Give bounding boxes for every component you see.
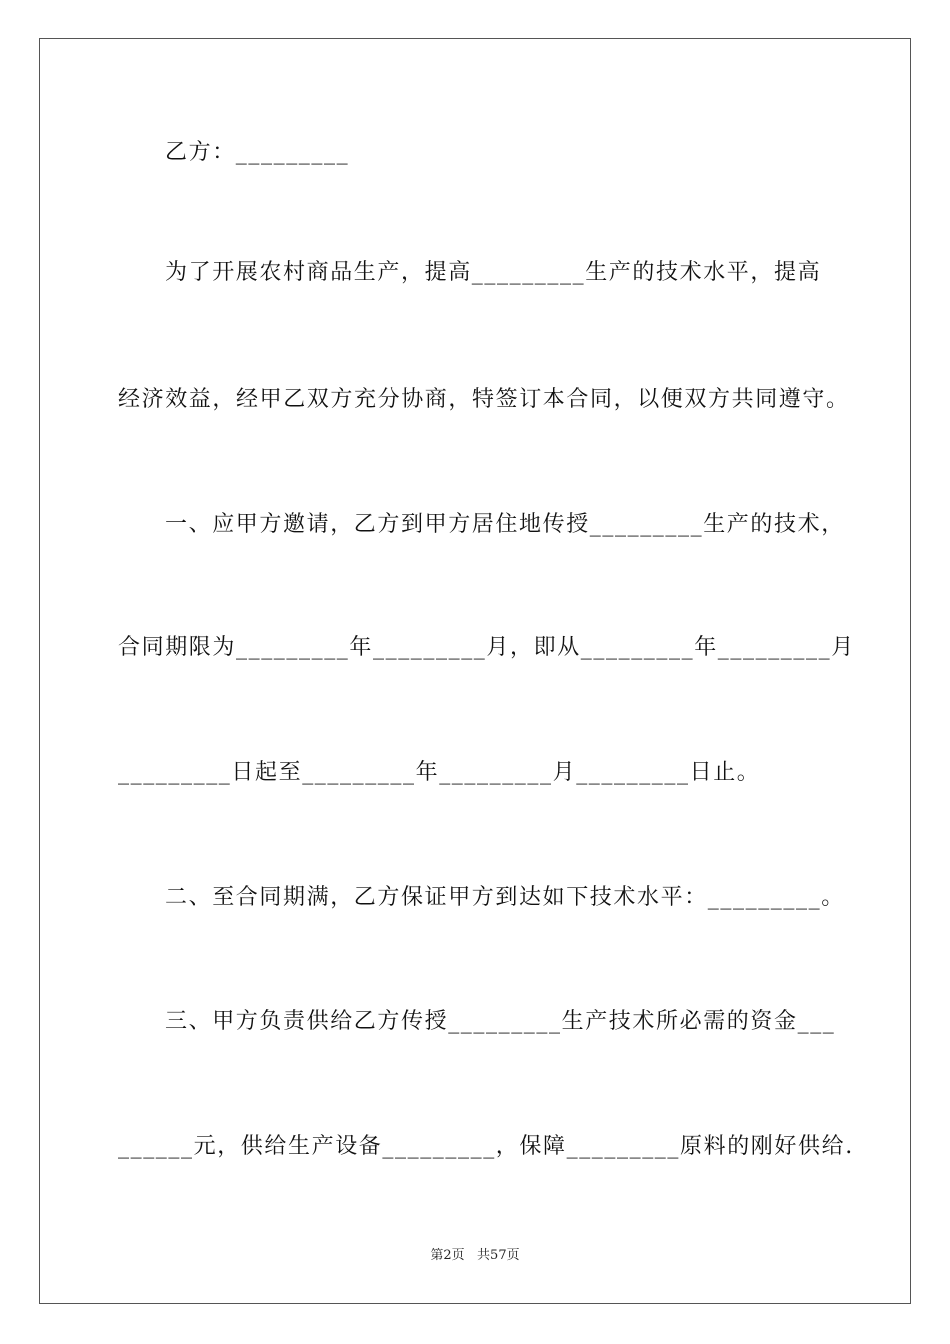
clause-1-line-3: _________日起至_________年_________月_________日止。 [118,760,761,785]
preamble-line-1: 为了开展农村商品生产，提高_________生产的技术水平，提高 [165,260,822,285]
clause-3-line-2: ______元，供给生产设备_________，保障_________原料的刚好供给. [118,1134,854,1159]
preamble-line-2: 经济效益，经甲乙双方充分协商，特签订本合同，以便双方共同遵守。 [118,387,850,412]
page-number-footer: 第2页 共57页 [430,1248,520,1263]
clause-1-line-2: 合同期限为_________年_________月，即从_________年_________月 [118,635,855,660]
clause-2-line-1: 二、至合同期满，乙方保证甲方到达如下技术水平：_________。 [165,885,845,910]
clause-1-line-1: 一、应甲方邀请，乙方到甲方居住地传授_________生产的技术， [165,512,845,537]
page-border [39,38,911,1304]
party-b-line: 乙方：_________ [165,140,350,165]
clause-3-line-1: 三、甲方负责供给乙方传授_________生产技术所必需的资金___ [165,1009,836,1034]
